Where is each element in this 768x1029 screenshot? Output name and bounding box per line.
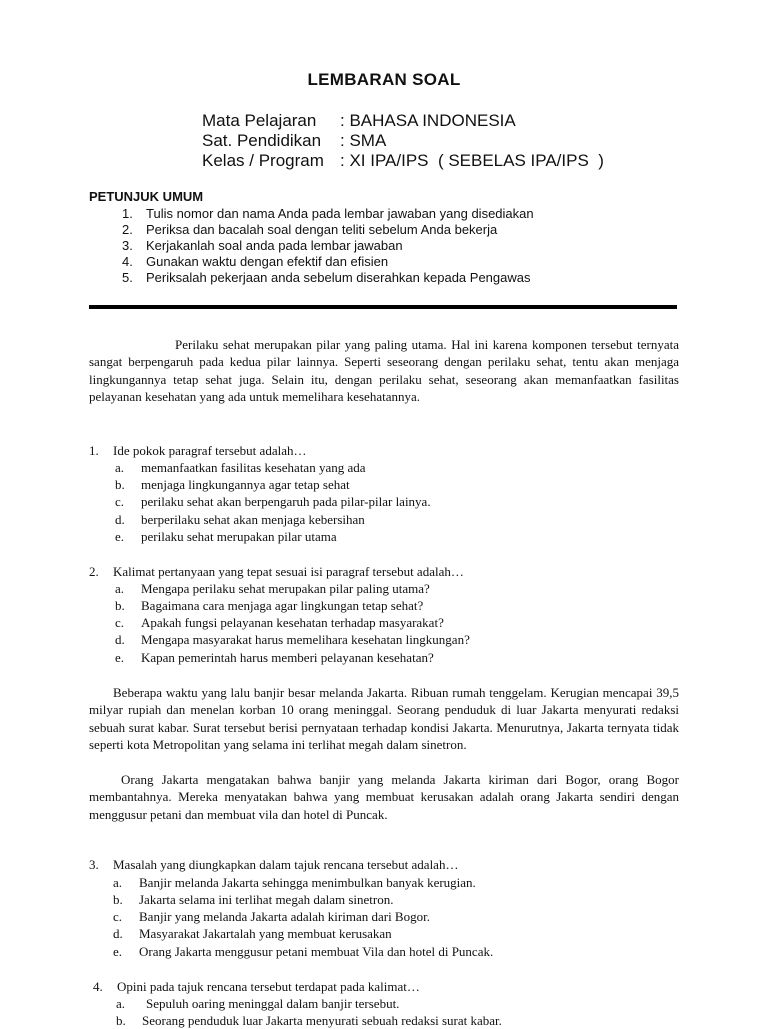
option-letter: a. <box>115 460 125 475</box>
answer-option <box>113 892 394 908</box>
option-letter: d. <box>115 512 125 527</box>
option-letter: b. <box>116 1013 126 1028</box>
reading-passage-2-paragraph-2: Orang Jakarta mengatakan bahwa banjir yang melanda Jakarta kiriman dari Bogor, orang Bogor membantahnya. Mereka menyatakan bahwa yang membuat kerusakan adalah orang Jakarta sendiri dengan menggusur petani dan membuat vila dan hotel di Puncak. <box>89 772 679 822</box>
instruction-number: 3. <box>122 238 133 253</box>
meta-label: Sat. Pendidikan <box>202 131 322 150</box>
option-letter: a. <box>116 996 126 1011</box>
instruction-number: 4. <box>122 254 133 269</box>
option-text: Seorang penduduk luar Jakarta menyurati sebuah redaksi surat kabar. <box>142 1013 502 1028</box>
meta-label: Kelas / Program <box>202 151 324 170</box>
question-text: Kalimat pertanyaan yang tepat sesuai isi paragraf tersebut adalah… <box>113 564 464 579</box>
question-stem <box>89 857 458 873</box>
answer-option <box>116 1013 502 1029</box>
option-letter: b. <box>113 892 123 907</box>
option-letter: b. <box>115 598 125 613</box>
instruction-number: 2. <box>122 222 133 237</box>
option-letter: a. <box>113 875 123 890</box>
instruction-item <box>122 222 497 237</box>
instruction-item <box>122 238 403 253</box>
meta-value: : SMA <box>340 131 387 150</box>
option-text: Banjir yang melanda Jakarta adalah kiriman dari Bogor. <box>139 909 430 924</box>
option-text: Apakah fungsi pelayanan kesehatan terhadap masyarakat? <box>141 615 444 630</box>
instruction-text: Periksalah pekerjaan anda sebelum diserahkan kepada Pengawas <box>146 270 531 285</box>
option-letter: e. <box>115 529 125 544</box>
question-text: Opini pada tajuk rencana tersebut terdapat pada kalimat… <box>117 979 420 994</box>
meta-row-subject <box>202 111 516 131</box>
question-text: Ide pokok paragraf tersebut adalah… <box>113 443 307 458</box>
answer-option <box>115 529 337 545</box>
instruction-item <box>122 206 534 221</box>
meta-row-school-level <box>202 131 386 151</box>
meta-value: : BAHASA INDONESIA <box>340 111 516 130</box>
reading-passage-2-paragraph-1: Beberapa waktu yang lalu banjir besar melanda Jakarta. Ribuan rumah tenggelam. Kerugian mencapai 39,5 milyar rupiah dan menelan korban 10 orang meninggal. Seorang penduduk di luar Jakarta menyurati redaksi sebuah surat kabar. Surat tersebut berisi pernyataan terhadap kondisi Jakarta. Menurutnya, Jakarta ternyata tidak seperti kota Metropolitan yang selama ini terlihat megah dalam sinetron. <box>89 685 679 753</box>
option-text: Kapan pemerintah harus memberi pelayanan kesehatan? <box>141 650 434 665</box>
option-letter: d. <box>113 926 123 941</box>
answer-option <box>115 460 366 476</box>
answer-option <box>115 512 365 528</box>
answer-option <box>113 926 392 942</box>
instructions-heading: PETUNJUK UMUM <box>89 189 204 204</box>
answer-option <box>116 996 399 1012</box>
answer-option <box>113 875 476 891</box>
question-number: 4. <box>93 979 103 994</box>
option-text: Bagaimana cara menjaga agar lingkungan tetap sehat? <box>141 598 424 613</box>
page-title: LEMBARAN SOAL <box>307 70 461 89</box>
instruction-text: Tulis nomor dan nama Anda pada lembar jawaban yang disediakan <box>146 206 534 221</box>
answer-option <box>115 650 434 666</box>
answer-option <box>113 909 430 925</box>
answer-option <box>115 615 444 631</box>
answer-option <box>113 944 493 960</box>
answer-option <box>115 598 423 614</box>
instruction-number: 1. <box>122 206 133 221</box>
option-text: perilaku sehat akan berpengaruh pada pilar-pilar lainya. <box>141 494 431 509</box>
instruction-text: Kerjakanlah soal anda pada lembar jawaban <box>146 238 403 253</box>
answer-option <box>115 632 470 648</box>
section-divider <box>89 305 677 309</box>
option-letter: b. <box>115 477 125 492</box>
instruction-item <box>122 270 530 285</box>
option-text: Sepuluh oaring meninggal dalam banjir tersebut. <box>146 996 400 1011</box>
meta-value: : XI IPA/IPS ( SEBELAS IPA/IPS ) <box>340 151 604 170</box>
meta-label: Mata Pelajaran <box>202 111 317 130</box>
option-letter: d. <box>115 632 125 647</box>
option-letter: c. <box>115 494 125 509</box>
reading-passage-1: Perilaku sehat merupakan pilar yang paling utama. Hal ini karena komponen tersebut ternyata sangat berpengaruh pada kedua pilar lainnya. Seperti seseorang dengan perilaku sehat, tentu akan menjaga lingkungannya tetap sehat juga. Selain itu, dengan perilaku sehat, seseorang akan memanfaatkan fasilitas pelayanan kesehatan yang ada untuk memelihara kesehatannya. <box>89 337 679 405</box>
option-text: Jakarta selama ini terlihat megah dalam sinetron. <box>139 892 394 907</box>
question-text: Masalah yang diungkapkan dalam tajuk rencana tersebut adalah… <box>113 857 459 872</box>
question-stem <box>89 564 464 580</box>
option-text: Mengapa masyarakat harus memelihara kesehatan lingkungan? <box>141 632 470 647</box>
question-stem <box>93 979 420 995</box>
answer-option <box>115 477 350 493</box>
option-text: perilaku sehat merupakan pilar utama <box>141 529 337 544</box>
question-number: 1. <box>89 443 99 458</box>
option-text: Banjir melanda Jakarta sehingga menimbulkan banyak kerugian. <box>139 875 476 890</box>
question-stem <box>89 443 306 459</box>
instruction-number: 5. <box>122 270 133 285</box>
instruction-text: Gunakan waktu dengan efektif dan efisien <box>146 254 389 269</box>
option-letter: c. <box>113 909 123 924</box>
answer-option <box>115 581 430 597</box>
option-letter: e. <box>113 944 123 959</box>
option-text: berperilaku sehat akan menjaga kebersihan <box>141 512 365 527</box>
option-text: Masyarakat Jakartalah yang membuat kerusakan <box>139 926 392 941</box>
instruction-text: Periksa dan bacalah soal dengan teliti sebelum Anda bekerja <box>146 222 498 237</box>
option-letter: e. <box>115 650 125 665</box>
meta-row-class-program <box>202 151 604 171</box>
option-letter: a. <box>115 581 125 596</box>
instruction-item <box>122 254 388 269</box>
answer-option <box>115 494 431 510</box>
option-text: menjaga lingkungannya agar tetap sehat <box>141 477 350 492</box>
question-number: 3. <box>89 857 99 872</box>
option-letter: c. <box>115 615 125 630</box>
option-text: Orang Jakarta menggusur petani membuat Vila dan hotel di Puncak. <box>139 944 494 959</box>
question-number: 2. <box>89 564 99 579</box>
option-text: memanfaatkan fasilitas kesehatan yang ada <box>141 460 366 475</box>
option-text: Mengapa perilaku sehat merupakan pilar paling utama? <box>141 581 430 596</box>
